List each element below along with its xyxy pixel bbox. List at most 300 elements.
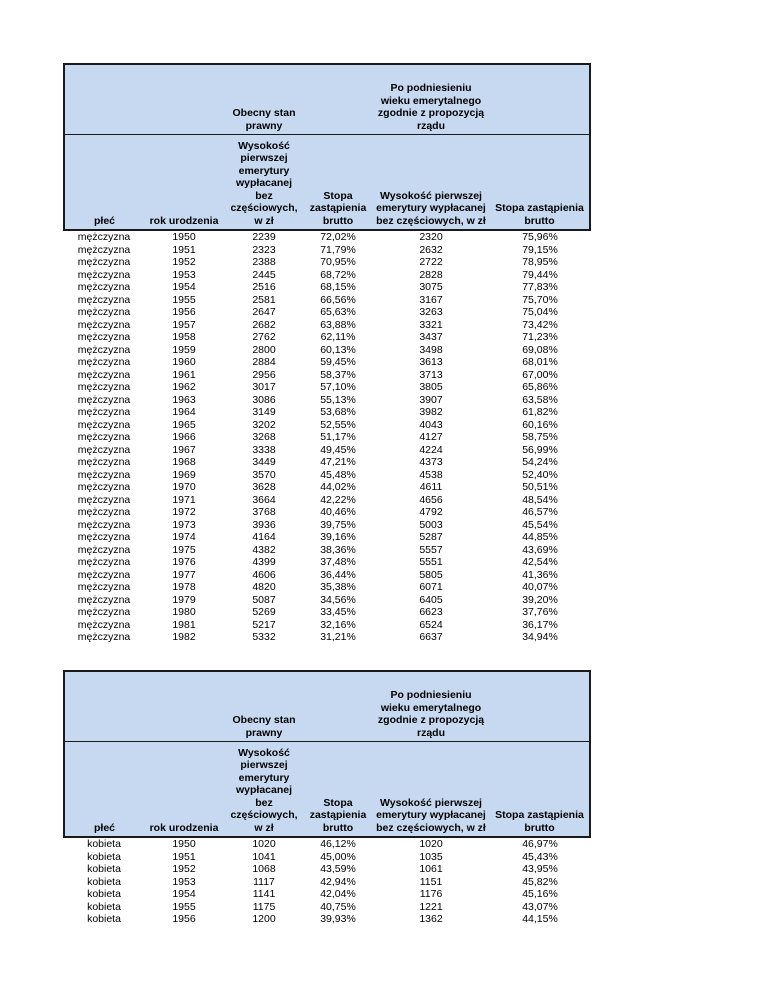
cell-birth-year: 1956 — [172, 913, 196, 925]
cell-rate-reform: 65,86% — [522, 381, 558, 393]
group-header-current-law: Obecny stan prawny — [224, 64, 304, 135]
cell-pension-reform: 1151 — [419, 875, 443, 888]
cell-pension-current: 5332 — [252, 631, 276, 643]
table-row — [64, 606, 590, 619]
cell-pension-current: 1020 — [252, 838, 276, 850]
table-row — [64, 369, 590, 382]
cell-sex: mężczyzna — [77, 493, 131, 506]
cell-rate-current: 45,00% — [320, 850, 356, 863]
cell-rate-reform: 50,51% — [522, 481, 558, 493]
table-row — [64, 281, 590, 294]
cell-rate-reform: 45,16% — [522, 888, 558, 900]
cell-birth-year: 1958 — [172, 331, 196, 343]
cell-sex: mężczyzna — [77, 231, 131, 243]
cell-rate-current: 39,75% — [320, 518, 356, 531]
cell-pension-reform: 3982 — [419, 406, 443, 418]
cell-pension-reform: 4792 — [419, 506, 443, 518]
cell-pension-current: 5087 — [252, 593, 276, 606]
cell-rate-reform: 46,57% — [522, 506, 558, 518]
cell-pension-reform: 4127 — [419, 431, 443, 443]
cell-birth-year: 1954 — [172, 888, 196, 900]
cell-rate-reform: 36,17% — [522, 618, 558, 631]
cell-sex: mężczyzna — [77, 293, 131, 306]
cell-sex: mężczyzna — [77, 543, 131, 556]
cell-rate-current: 32,16% — [320, 618, 356, 631]
cell-birth-year: 1980 — [172, 606, 196, 618]
cell-birth-year: 1957 — [172, 318, 196, 331]
table-row — [64, 494, 590, 507]
cell-rate-reform: 68,01% — [522, 356, 558, 368]
cell-rate-reform: 46,97% — [522, 838, 558, 850]
table-row — [64, 244, 590, 257]
cell-birth-year: 1960 — [172, 356, 196, 368]
cell-sex: mężczyzna — [77, 631, 131, 643]
group-header-reform: Po podniesieniu wieku emerytalnego zgodnie z propozycją rządu — [372, 64, 490, 135]
cell-rate-reform: 52,40% — [522, 468, 558, 481]
cell-sex: mężczyzna — [77, 243, 131, 256]
cell-rate-current: 58,37% — [320, 368, 356, 381]
cell-birth-year: 1950 — [172, 838, 196, 850]
table-row — [64, 381, 590, 394]
header-blank — [144, 64, 224, 135]
cell-rate-current: 62,11% — [320, 331, 356, 343]
cell-rate-reform: 34,94% — [522, 631, 558, 643]
cell-rate-reform: 44,15% — [522, 913, 558, 925]
cell-birth-year: 1971 — [172, 493, 196, 506]
cell-pension-current: 4399 — [252, 556, 276, 568]
group-header-current-law: Obecny stan prawny — [224, 671, 304, 742]
cell-sex: mężczyzna — [77, 456, 131, 468]
cell-pension-current: 1175 — [252, 900, 276, 913]
cell-sex: mężczyzna — [77, 531, 131, 543]
cell-rate-current: 46,12% — [320, 838, 356, 850]
cell-sex: kobieta — [87, 863, 121, 875]
cell-birth-year: 1953 — [172, 268, 196, 281]
header-blank — [490, 64, 590, 135]
cell-rate-reform: 75,04% — [522, 306, 558, 318]
cell-rate-current: 68,15% — [320, 281, 356, 293]
cell-pension-reform: 1035 — [419, 850, 443, 863]
table-row — [64, 556, 590, 569]
cell-birth-year: 1963 — [172, 393, 196, 406]
cell-pension-current: 2956 — [252, 368, 276, 381]
header-blank — [64, 64, 144, 135]
cell-rate-reform: 69,08% — [522, 343, 558, 356]
cell-pension-reform: 2722 — [419, 256, 443, 268]
cell-pension-current: 3664 — [252, 493, 276, 506]
header-blank — [64, 671, 144, 742]
cell-pension-reform: 1221 — [419, 900, 443, 913]
cell-birth-year: 1977 — [172, 568, 196, 581]
cell-rate-reform: 75,70% — [522, 293, 558, 306]
cell-pension-current: 2647 — [252, 306, 276, 318]
cell-sex: kobieta — [87, 913, 121, 925]
column-header-rate-reform: Stopa zastąpienia brutto — [490, 135, 590, 231]
pension-table-men — [63, 63, 591, 644]
cell-rate-reform: 42,54% — [522, 556, 558, 568]
cell-pension-reform: 3437 — [419, 331, 443, 343]
cell-rate-current: 37,48% — [320, 556, 356, 568]
cell-rate-current: 42,22% — [320, 493, 356, 506]
cell-birth-year: 1952 — [172, 863, 196, 875]
cell-pension-current: 2323 — [252, 243, 276, 256]
cell-pension-reform: 4656 — [419, 493, 443, 506]
cell-pension-reform: 6637 — [419, 631, 443, 643]
cell-pension-current: 3570 — [252, 468, 276, 481]
cell-sex: mężczyzna — [77, 318, 131, 331]
table-row — [64, 631, 590, 644]
cell-pension-current: 5217 — [252, 618, 276, 631]
cell-birth-year: 1972 — [172, 506, 196, 518]
cell-pension-reform: 6623 — [419, 606, 443, 618]
cell-pension-current: 2800 — [252, 343, 276, 356]
group-header-row — [64, 671, 590, 742]
cell-rate-reform: 71,23% — [522, 331, 558, 343]
table-row — [64, 851, 590, 864]
cell-rate-reform: 43,07% — [522, 900, 558, 913]
cell-rate-current: 55,13% — [320, 393, 356, 406]
cell-pension-current: 3338 — [252, 443, 276, 456]
table-row — [64, 481, 590, 494]
cell-sex: kobieta — [87, 888, 121, 900]
cell-pension-current: 2445 — [252, 268, 276, 281]
cell-rate-reform: 77,83% — [522, 281, 558, 293]
column-header-pension-current: Wysokość pierwszej emerytury wypłacanej bez częściowych, w zł — [224, 742, 304, 838]
table-row — [64, 456, 590, 469]
table-row — [64, 594, 590, 607]
cell-birth-year: 1951 — [172, 243, 196, 256]
cell-rate-reform: 61,82% — [522, 406, 558, 418]
cell-pension-current: 1117 — [253, 875, 275, 888]
column-header-birth-year: rok urodzenia — [144, 135, 224, 231]
cell-rate-reform: 48,54% — [522, 493, 558, 506]
cell-sex: mężczyzna — [77, 618, 131, 631]
cell-rate-reform: 75,96% — [522, 231, 558, 243]
cell-sex: mężczyzna — [77, 443, 131, 456]
table-row — [64, 888, 590, 901]
cell-pension-reform: 5557 — [419, 543, 443, 556]
table-row — [64, 837, 590, 851]
table-row — [64, 356, 590, 369]
cell-rate-reform: 79,44% — [522, 268, 558, 281]
cell-rate-current: 65,63% — [320, 306, 356, 318]
cell-rate-current: 70,95% — [320, 256, 356, 268]
cell-pension-reform: 2320 — [419, 231, 443, 243]
cell-rate-current: 68,72% — [320, 268, 356, 281]
cell-pension-current: 3936 — [252, 518, 276, 531]
table-row — [64, 901, 590, 914]
cell-pension-current: 1041 — [252, 850, 276, 863]
cell-rate-current: 35,38% — [320, 581, 356, 593]
table-body — [64, 230, 590, 644]
table-row — [64, 406, 590, 419]
table-row — [64, 230, 590, 244]
table-row — [64, 269, 590, 282]
cell-pension-current: 3017 — [252, 381, 276, 393]
cell-birth-year: 1973 — [172, 518, 196, 531]
header-blank — [490, 671, 590, 742]
header-blank — [304, 64, 372, 135]
cell-pension-reform: 4043 — [419, 418, 443, 431]
cell-pension-reform: 4611 — [419, 481, 443, 493]
cell-birth-year: 1966 — [172, 431, 196, 443]
cell-sex: mężczyzna — [77, 268, 131, 281]
cell-sex: mężczyzna — [77, 481, 131, 493]
cell-birth-year: 1976 — [172, 556, 196, 568]
cell-pension-reform: 3907 — [419, 393, 443, 406]
cell-rate-current: 42,94% — [320, 875, 356, 888]
cell-sex: mężczyzna — [77, 568, 131, 581]
table-row — [64, 519, 590, 532]
cell-birth-year: 1951 — [172, 850, 196, 863]
table-row — [64, 394, 590, 407]
cell-sex: kobieta — [87, 875, 121, 888]
table-row — [64, 469, 590, 482]
cell-rate-current: 42,04% — [320, 888, 356, 900]
column-header-sex: płeć — [64, 135, 144, 231]
cell-pension-current: 3202 — [252, 418, 276, 431]
group-header-reform: Po podniesieniu wieku emerytalnego zgodnie z propozycją rządu — [372, 671, 490, 742]
cell-sex: mężczyzna — [77, 331, 131, 343]
cell-rate-reform: 78,95% — [522, 256, 558, 268]
cell-sex: mężczyzna — [77, 418, 131, 431]
cell-pension-reform: 5551 — [419, 556, 443, 568]
cell-rate-current: 71,79% — [320, 243, 356, 256]
cell-pension-current: 2682 — [252, 318, 276, 331]
cell-pension-current: 2239 — [252, 231, 276, 243]
cell-pension-current: 2762 — [252, 331, 276, 343]
cell-rate-reform: 58,75% — [522, 431, 558, 443]
table-row — [64, 256, 590, 269]
cell-birth-year: 1968 — [172, 456, 196, 468]
cell-birth-year: 1969 — [172, 468, 196, 481]
cell-birth-year: 1955 — [172, 293, 196, 306]
cell-pension-reform: 3713 — [419, 368, 443, 381]
cell-birth-year: 1979 — [172, 593, 196, 606]
cell-rate-current: 63,88% — [320, 318, 356, 331]
cell-pension-current: 3149 — [252, 406, 276, 418]
cell-rate-current: 66,56% — [320, 293, 356, 306]
cell-rate-current: 72,02% — [320, 231, 356, 243]
cell-pension-reform: 1176 — [419, 888, 443, 900]
cell-rate-reform: 45,82% — [522, 875, 558, 888]
cell-pension-reform: 2632 — [419, 243, 443, 256]
cell-rate-current: 39,16% — [320, 531, 356, 543]
cell-rate-reform: 39,20% — [522, 593, 558, 606]
table-row — [64, 306, 590, 319]
cell-sex: mężczyzna — [77, 468, 131, 481]
cell-rate-current: 40,46% — [320, 506, 356, 518]
table-row — [64, 506, 590, 519]
header-blank — [304, 671, 372, 742]
cell-birth-year: 1956 — [172, 306, 196, 318]
table-row — [64, 344, 590, 357]
cell-pension-current: 5269 — [252, 606, 276, 618]
cell-pension-current: 4164 — [252, 531, 276, 543]
cell-birth-year: 1964 — [172, 406, 196, 418]
table-row — [64, 619, 590, 632]
column-header-row — [64, 742, 590, 838]
cell-birth-year: 1954 — [172, 281, 196, 293]
cell-sex: mężczyzna — [77, 368, 131, 381]
table-row — [64, 913, 590, 926]
cell-pension-reform: 6405 — [419, 593, 443, 606]
cell-rate-current: 34,56% — [320, 593, 356, 606]
cell-sex: mężczyzna — [77, 393, 131, 406]
cell-birth-year: 1970 — [172, 481, 196, 493]
cell-sex: mężczyzna — [77, 256, 131, 268]
cell-pension-reform: 4538 — [419, 468, 443, 481]
cell-rate-current: 60,13% — [320, 343, 356, 356]
cell-rate-current: 43,59% — [320, 863, 356, 875]
column-header-pension-reform: Wysokość pierwszej emerytury wypłacanej bez częściowych, w zł — [372, 742, 490, 838]
table-row — [64, 444, 590, 457]
cell-birth-year: 1974 — [172, 531, 196, 543]
column-header-row — [64, 135, 590, 231]
cell-pension-reform: 3167 — [419, 293, 443, 306]
cell-rate-reform: 56,99% — [522, 443, 558, 456]
cell-birth-year: 1982 — [172, 631, 196, 643]
cell-sex: kobieta — [87, 838, 121, 850]
cell-pension-current: 3449 — [252, 456, 276, 468]
cell-sex: mężczyzna — [77, 431, 131, 443]
cell-pension-current: 4820 — [252, 581, 276, 593]
cell-pension-current: 3268 — [252, 431, 276, 443]
cell-rate-reform: 37,76% — [522, 606, 558, 618]
cell-rate-reform: 45,54% — [522, 518, 558, 531]
table-row — [64, 581, 590, 594]
cell-pension-reform: 5805 — [419, 568, 443, 581]
cell-rate-current: 49,45% — [320, 443, 356, 456]
cell-pension-reform: 3075 — [419, 281, 443, 293]
cell-rate-reform: 63,58% — [522, 393, 558, 406]
column-header-sex: płeć — [64, 742, 144, 838]
cell-pension-reform: 5003 — [419, 518, 443, 531]
cell-rate-current: 31,21% — [320, 631, 356, 643]
cell-pension-reform: 3498 — [419, 343, 443, 356]
cell-birth-year: 1959 — [172, 343, 196, 356]
cell-pension-current: 4606 — [252, 568, 276, 581]
cell-birth-year: 1950 — [172, 231, 196, 243]
table-row — [64, 531, 590, 544]
cell-pension-reform: 3805 — [419, 381, 443, 393]
table-row — [64, 569, 590, 582]
column-header-pension-current: Wysokość pierwszej emerytury wypłacanej bez częściowych, w zł — [224, 135, 304, 231]
column-header-rate-current: Stopa zastąpienia brutto — [304, 135, 372, 231]
cell-pension-reform: 1362 — [419, 913, 443, 925]
cell-pension-current: 2516 — [252, 281, 276, 293]
cell-pension-reform: 3613 — [419, 356, 443, 368]
cell-rate-reform: 45,43% — [522, 850, 558, 863]
cell-rate-current: 47,21% — [320, 456, 356, 468]
cell-pension-current: 4382 — [252, 543, 276, 556]
cell-rate-reform: 40,07% — [522, 581, 558, 593]
cell-rate-reform: 44,85% — [522, 531, 558, 543]
cell-sex: mężczyzna — [77, 306, 131, 318]
column-header-rate-current: Stopa zastąpienia brutto — [304, 742, 372, 838]
cell-sex: mężczyzna — [77, 406, 131, 418]
cell-birth-year: 1981 — [172, 618, 196, 631]
cell-rate-reform: 43,69% — [522, 543, 558, 556]
cell-birth-year: 1975 — [172, 543, 196, 556]
cell-birth-year: 1961 — [172, 368, 196, 381]
cell-sex: mężczyzna — [77, 593, 131, 606]
cell-rate-reform: 79,15% — [522, 243, 558, 256]
cell-pension-reform: 3321 — [419, 318, 443, 331]
cell-sex: mężczyzna — [77, 343, 131, 356]
cell-birth-year: 1967 — [172, 443, 196, 456]
cell-sex: mężczyzna — [77, 506, 131, 518]
cell-pension-current: 2581 — [252, 293, 276, 306]
cell-rate-current: 53,68% — [320, 406, 356, 418]
cell-sex: mężczyzna — [77, 356, 131, 368]
cell-rate-current: 52,55% — [320, 418, 356, 431]
cell-sex: mężczyzna — [77, 581, 131, 593]
cell-rate-current: 38,36% — [320, 543, 356, 556]
cell-sex: mężczyzna — [77, 381, 131, 393]
pension-table-women — [63, 670, 591, 926]
cell-sex: mężczyzna — [77, 281, 131, 293]
cell-pension-current: 1200 — [252, 913, 276, 925]
cell-rate-reform: 67,00% — [522, 368, 558, 381]
cell-rate-reform: 43,95% — [522, 863, 558, 875]
cell-pension-reform: 6071 — [419, 581, 443, 593]
cell-birth-year: 1955 — [172, 900, 196, 913]
cell-rate-current: 33,45% — [320, 606, 356, 618]
cell-pension-current: 2388 — [252, 256, 276, 268]
cell-rate-current: 51,17% — [320, 431, 356, 443]
cell-pension-current: 3628 — [252, 481, 276, 493]
cell-pension-reform: 4373 — [419, 456, 443, 468]
cell-pension-current: 2884 — [252, 356, 276, 368]
column-header-pension-reform: Wysokość pierwszej emerytury wypłacanej bez częściowych, w zł — [372, 135, 490, 231]
table-row — [64, 544, 590, 557]
table-row — [64, 876, 590, 889]
table-row — [64, 331, 590, 344]
cell-rate-current: 59,45% — [320, 356, 356, 368]
table-row — [64, 863, 590, 876]
cell-birth-year: 1962 — [172, 381, 196, 393]
cell-birth-year: 1965 — [172, 418, 196, 431]
cell-birth-year: 1953 — [172, 875, 196, 888]
cell-rate-current: 45,48% — [320, 468, 356, 481]
cell-sex: kobieta — [87, 850, 121, 863]
cell-rate-current: 57,10% — [320, 381, 356, 393]
cell-pension-current: 3086 — [252, 393, 276, 406]
cell-rate-reform: 60,16% — [522, 418, 558, 431]
cell-pension-reform: 4224 — [419, 443, 443, 456]
table-row — [64, 294, 590, 307]
cell-birth-year: 1978 — [172, 581, 196, 593]
cell-sex: mężczyzna — [77, 518, 131, 531]
cell-pension-current: 1068 — [252, 863, 276, 875]
table-row — [64, 419, 590, 432]
cell-rate-reform: 54,24% — [522, 456, 558, 468]
cell-rate-current: 44,02% — [320, 481, 356, 493]
cell-pension-reform: 1020 — [419, 838, 443, 850]
cell-pension-current: 1141 — [252, 888, 276, 900]
cell-sex: mężczyzna — [77, 606, 131, 618]
cell-rate-reform: 41,36% — [522, 568, 558, 581]
cell-pension-reform: 6524 — [419, 618, 443, 631]
cell-pension-reform: 2828 — [419, 268, 443, 281]
cell-pension-current: 3768 — [252, 506, 276, 518]
column-header-birth-year: rok urodzenia — [144, 742, 224, 838]
column-header-rate-reform: Stopa zastąpienia brutto — [490, 742, 590, 838]
cell-pension-reform: 5287 — [419, 531, 443, 543]
cell-rate-current: 40,75% — [320, 900, 356, 913]
cell-rate-current: 39,93% — [320, 913, 356, 925]
